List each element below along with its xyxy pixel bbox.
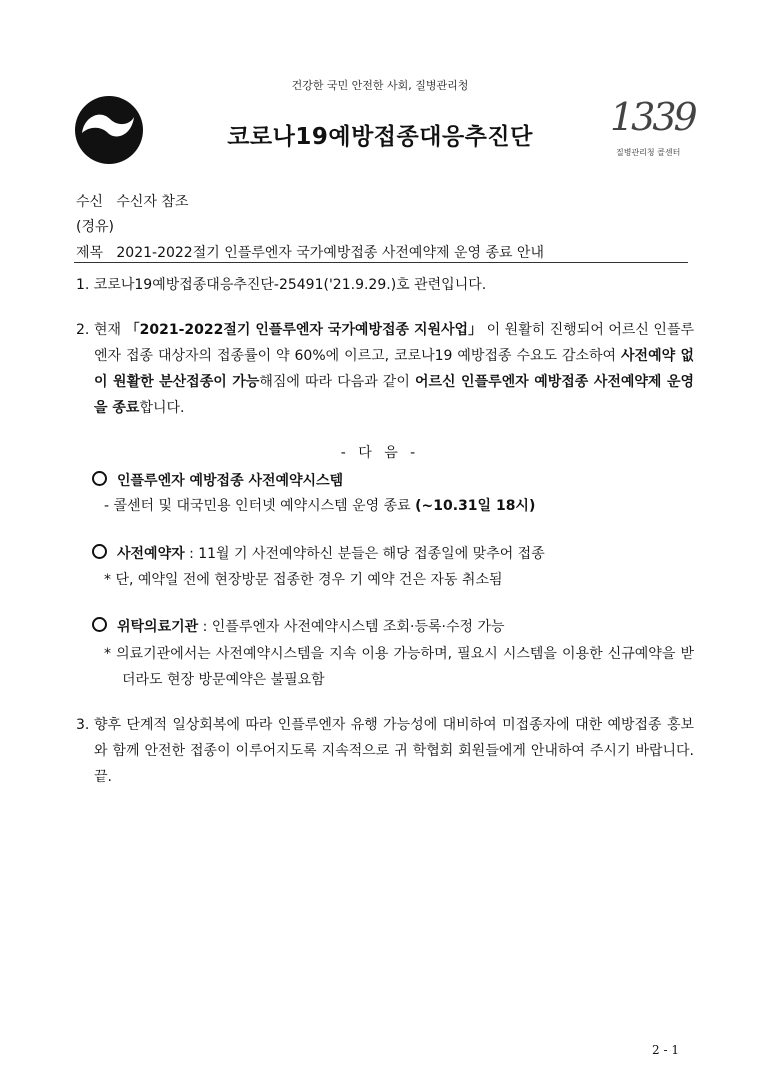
section-title: 인플루엔자 예방접종 사전예약시스템: [117, 473, 344, 489]
page-number: 2 - 1: [652, 1043, 679, 1057]
bold-text: 사전예약 없이 원활한 분산접종이 가능: [94, 348, 695, 390]
paragraph-number: 2.: [76, 322, 90, 338]
section-title: 사전예약자: [117, 546, 185, 562]
section-3-title: [92, 616, 505, 636]
via-line: (경유): [76, 219, 114, 235]
subject-line: 제목 2021-2022절기 인플루엔자 국가예방접종 사전예약제 운영 종료 안내: [76, 245, 544, 261]
bold-text: 「2021-2022절기 인플루엔자 국가예방접종 지원사업」: [125, 322, 483, 338]
circle-bullet-icon: [92, 617, 107, 632]
paragraph-1: 1. 코로나19예방접종대응추진단-25491('21.9.29.)호 관련입니다.: [76, 277, 487, 293]
section-2-title: [92, 543, 545, 563]
slogan: 건강한 국민 안전한 사회, 질병관리청: [291, 79, 469, 92]
logo-number: 1339: [610, 95, 695, 139]
text: 이 원활히 진행되어 어르신 인플루엔자 접종 대상자의 접종률이 약 60%에 이르고, 코로나19 예방접종 수요도 감소하여: [94, 322, 695, 364]
bold-text: (~10.31일 18시): [415, 498, 536, 514]
text: - 콜센터 및 대국민용 인터넷 예약시스템 운영 종료: [104, 498, 416, 514]
note-text: * 의료기관에서는 사전예약시스템을 지속 이용 가능하며, 필요시 시스템을 이용한 신규예약을 받더라도 현장 방문예약은 불필요함: [104, 646, 694, 688]
following-heading: - 다 음 -: [340, 445, 420, 461]
text: : 인플루엔자 사전예약시스템 조회·등록·수정 가능: [198, 619, 505, 635]
callcenter-1339-logo: [610, 95, 695, 165]
text: 현재: [94, 322, 126, 338]
section-3-note: [104, 641, 694, 693]
text: 합니다.: [139, 400, 185, 416]
header-divider: [74, 262, 688, 263]
paragraph-2-body: [94, 317, 694, 421]
recipient-line: 수신 수신자 참조: [76, 194, 189, 210]
section-1-detail: [104, 495, 535, 515]
section-title: 위탁의료기관: [117, 619, 199, 635]
logo-caption: 질병관리청 콜센터: [616, 148, 681, 157]
section-2-note: * 단, 예약일 전에 현장방문 접종한 경우 기 예약 건은 자동 취소됨: [104, 572, 503, 588]
paragraph-number: 3.: [76, 717, 90, 733]
text: 해짐에 따라 다음과 같이: [259, 374, 415, 390]
circle-bullet-icon: [92, 544, 107, 559]
organization-title: 코로나19예방접종대응추진단: [227, 124, 533, 150]
text: : 11월 기 사전예약하신 분들은 해당 접종일에 맞추어 접종: [184, 546, 545, 562]
bold-text: 어르신 인플루엔자 예방접종 사전예약제 운영을 종료: [94, 374, 695, 416]
paragraph-3-body: 향후 단계적 일상회복에 따라 인플루엔자 유행 가능성에 대비하여 미접종자에 대한 예방접종 홍보와 함께 안전한 접종이 이루어지도록 지속적으로 귀 학협회 회원들에게 안내하여 주시기 바랍니다. 끝.: [94, 717, 703, 785]
circle-bullet-icon: [92, 471, 107, 486]
section-1-title: [92, 470, 343, 490]
